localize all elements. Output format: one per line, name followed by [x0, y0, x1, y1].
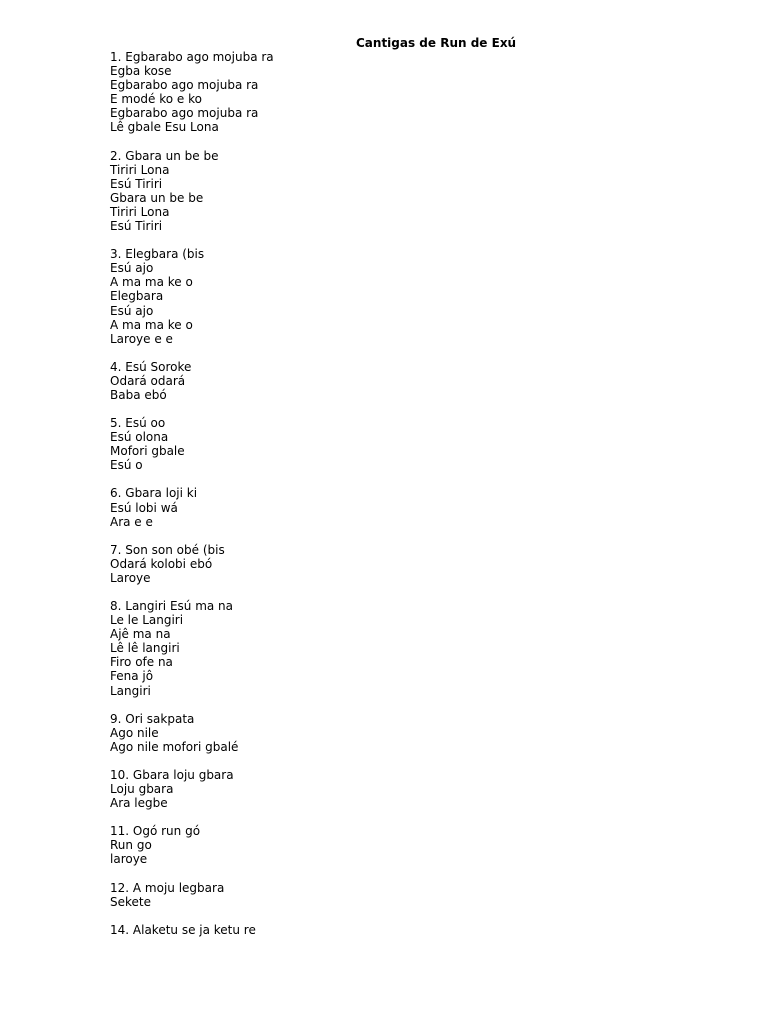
- song-line: Sekete: [110, 894, 151, 909]
- song-line: Tiriri Lona: [110, 204, 170, 219]
- song-heading-line: 4. Esú Soroke: [110, 359, 192, 374]
- song-block: [110, 543, 710, 585]
- song-heading-line: 9. Ori sakpata: [110, 711, 195, 726]
- song-block: [110, 416, 710, 472]
- song-block: [110, 247, 710, 346]
- song-line: Esú ajo: [110, 261, 154, 276]
- song-heading-line: 7. Son son obé (bis: [110, 542, 225, 557]
- song-list: [110, 50, 710, 951]
- song-block: [110, 486, 710, 528]
- song-line: Esú lobi wá: [110, 500, 178, 515]
- song-line: Esú ajo: [110, 303, 154, 318]
- document-title: Cantigas de Run de Exú: [356, 36, 517, 50]
- song-heading-line: 3. Elegbara (bis: [110, 247, 205, 262]
- song-line: Egbarabo ago mojuba ra: [110, 106, 259, 121]
- song-heading-line: 1. Egbarabo ago mojuba ra: [110, 50, 274, 64]
- song-heading-line: 2. Gbara un be be: [110, 148, 219, 163]
- song-line: Egbarabo ago mojuba ra: [110, 78, 259, 93]
- song-line: Laroye: [110, 570, 151, 585]
- song-line: Tiriri Lona: [110, 162, 170, 177]
- song-line: Langiri: [110, 683, 151, 698]
- song-block: [110, 149, 710, 234]
- song-line: Esú Tiriri: [110, 219, 163, 234]
- song-line: Elegbara: [110, 289, 164, 304]
- song-heading-line: 8. Langiri Esú ma na: [110, 599, 234, 613]
- song-block: [110, 881, 710, 909]
- song-block: [110, 923, 710, 937]
- song-line: laroye: [110, 852, 148, 867]
- song-block: [110, 824, 710, 866]
- song-heading-line: 5. Esú oo: [110, 416, 166, 431]
- song-line: Esú olona: [110, 430, 169, 445]
- song-block: [110, 768, 710, 810]
- song-line: Le le Langiri: [110, 613, 184, 628]
- song-heading-line: 12. A moju legbara: [110, 880, 225, 895]
- song-line: Odará kolobi ebó: [110, 556, 213, 571]
- song-line: A ma ma ke o: [110, 275, 193, 290]
- song-line: Egba kose: [110, 64, 172, 79]
- song-line: Run go: [110, 838, 152, 853]
- song-block: [110, 599, 710, 698]
- song-heading-line: 6. Gbara loji ki: [110, 486, 198, 501]
- song-line: A ma ma ke o: [110, 317, 193, 332]
- song-line: Mofori gbale: [110, 444, 185, 459]
- song-line: Gbara un be be: [110, 190, 204, 205]
- song-heading-line: 10. Gbara loju gbara: [110, 767, 234, 782]
- song-line: Esú Tiriri: [110, 176, 163, 191]
- song-line: Loju gbara: [110, 782, 174, 797]
- song-line: Esú o: [110, 458, 143, 473]
- song-heading-line: 11. Ogó run gó: [110, 824, 201, 839]
- song-line: Baba ebó: [110, 387, 167, 402]
- song-heading-line: 14. Alaketu se ja ketu re: [110, 922, 256, 937]
- song-line: Fena jô: [110, 669, 154, 684]
- song-block: [110, 50, 710, 135]
- song-line: Ago nile: [110, 725, 159, 740]
- song-line: Firo ofe na: [110, 655, 173, 670]
- song-line: Ajê ma na: [110, 627, 171, 642]
- song-line: Ara e e: [110, 514, 153, 529]
- song-line: Odará odará: [110, 373, 186, 388]
- song-block: [110, 360, 710, 402]
- song-line: Lê lê langiri: [110, 641, 180, 656]
- song-line: Ago nile mofori gbalé: [110, 739, 239, 754]
- song-line: Lê gbale Esu Lona: [110, 120, 219, 135]
- song-block: [110, 712, 710, 754]
- song-line: Laroye e e: [110, 331, 173, 346]
- song-line: E modé ko e ko: [110, 92, 202, 107]
- song-line: Ara legbe: [110, 796, 168, 811]
